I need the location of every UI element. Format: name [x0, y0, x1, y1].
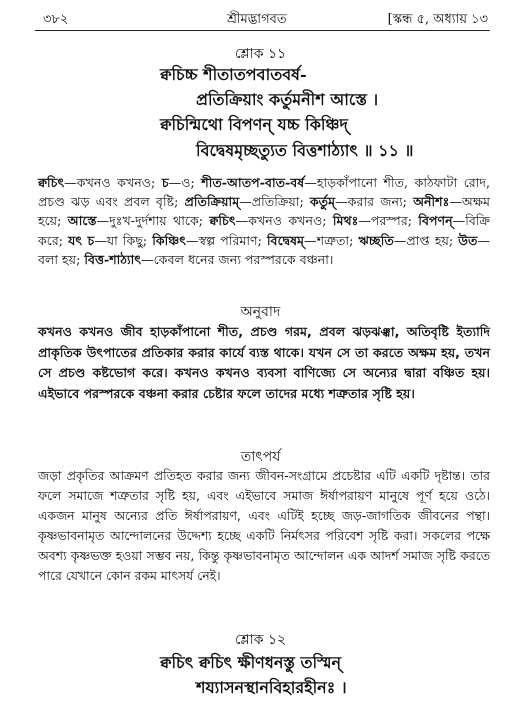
verse-12-line-1: ক্বচিৎ ক্বচিৎ ক্ষীণধনস্তু তস্মিন্: [160, 653, 342, 672]
verse-11-line-1: ক্বচিচ্চ শীতাতপবাতবর্ষ-: [160, 65, 307, 84]
translation-heading: অনুবাদ: [240, 304, 281, 320]
page-number: ৩৮২: [43, 12, 69, 27]
purport-heading: তাৎপর্য: [240, 449, 281, 465]
verse-11-line-2: প্রতিক্রিয়াং কর্তুমনীশ আস্তে ।: [196, 90, 379, 109]
verse-11-line-3: ক্বচিন্মিথো বিপণন্ যচ্চ কিঞ্চিদ্: [160, 115, 348, 134]
verse-11-line-4: বিদ্বেষমৃচ্ছত্যুত বিত্তশাঠ্যাৎ ॥ ১১ ॥: [196, 141, 414, 160]
chapter-reference: [স্কন্ধ ৫, অধ্যায় ১৩: [387, 12, 488, 27]
verse-12-line-2: শয্যাসনস্থানবিহারহীনঃ ।: [196, 678, 347, 697]
header-rule: [35, 30, 490, 31]
verse-11-label: শ্লোক ১১: [234, 46, 287, 62]
verse-12-label: শ্লোক ১২: [234, 632, 287, 648]
synonyms-paragraph: ক্বচিৎ—কখনও কখনও; চ—ও; শীত-আতপ-বাত-বর্ষ—হাড়কাঁপানো শীত, কাঠফাটা রোদ, প্রচণ্ড ঝড় এবং প্রবল বৃষ্টি; প্রতিক্রিয়াম্—প্রতিক্রিয়া; কর্তুম্—করার জন্য; অনীশঃ—অক্ষম হয়ে; আস্তে—দুঃখ-দুর্দশায় থাকে; ক্বচিৎ—কখনও কখনও; মিথঃ—পরস্পর; বিপণন্—বিক্রি করে; যৎ চ—যা কিছু; কিঞ্চিৎ—স্বল্প পরিমাণ; বিদ্বেষম্—শত্রুতা; ঋচ্ছতি—প্রাপ্ত হয়; উত—বলা হয়; বিত্ত-শাঠ্যাৎ—কেবল ধনের জন্য পরস্পরকে বঞ্চনা।: [38, 175, 491, 267]
purport-paragraph: জড়া প্রকৃতির আক্রমণ প্রতিহত করার জন্য জীবন-সংগ্রামে প্রচেষ্টার এটি একটি দৃষ্টান্ত। তার ফলে সমাজে শত্রুতার সৃষ্টি হয়, এবং এইভাবে সমাজ ঈর্ষাপরায়ণ মানুষে পূর্ণ হয়ে ওঠে। একজন মানুষ অন্যের প্রতি ঈর্ষাপরায়ণ, এবং এটিই হচ্ছে জড়-জাগতিক জীবনের পন্থা। কৃষ্ণভাবনামৃত আন্দোলনের উদ্দেশ্য হচ্ছে একটি নির্মৎসর পরিবেশ সৃষ্টি করা। সকলের পক্ষে অবশ্য কৃষ্ণভক্ত হওয়া সম্ভব নয়, কিন্তু কৃষ্ণভাবনামৃত আন্দোলন এক আদর্শ সমাজ সৃষ্টি করতে পারে যেখানে কোন রকম মাৎসর্য নেই।: [38, 468, 490, 583]
book-title: শ্রীমদ্ভাগবত: [227, 12, 287, 27]
page-header: [35, 6, 490, 28]
translation-paragraph: কখনও কখনও জীব হাড়কাঁপানো শীত, প্রচণ্ড গরম, প্রবল ঝড়ঝঞ্ঝা, অতিবৃষ্টি ইত্যাদি প্রাকৃতিক উৎপাতের প্রতিকার করার কার্যে ব্যস্ত থাকে। যখন সে তা করতে অক্ষম হয়, তখন সে প্রচণ্ড কষ্টভোগ করে। কখনও কখনও ব্যবসা বাণিজ্যে সে অন্যের দ্বারা বঞ্চিত হয়। এইভাবে পরস্পরকে বঞ্চনা করার চেষ্টার ফলে তাদের মধ্যে শত্রুতার সৃষ্টি হয়।: [38, 324, 490, 401]
